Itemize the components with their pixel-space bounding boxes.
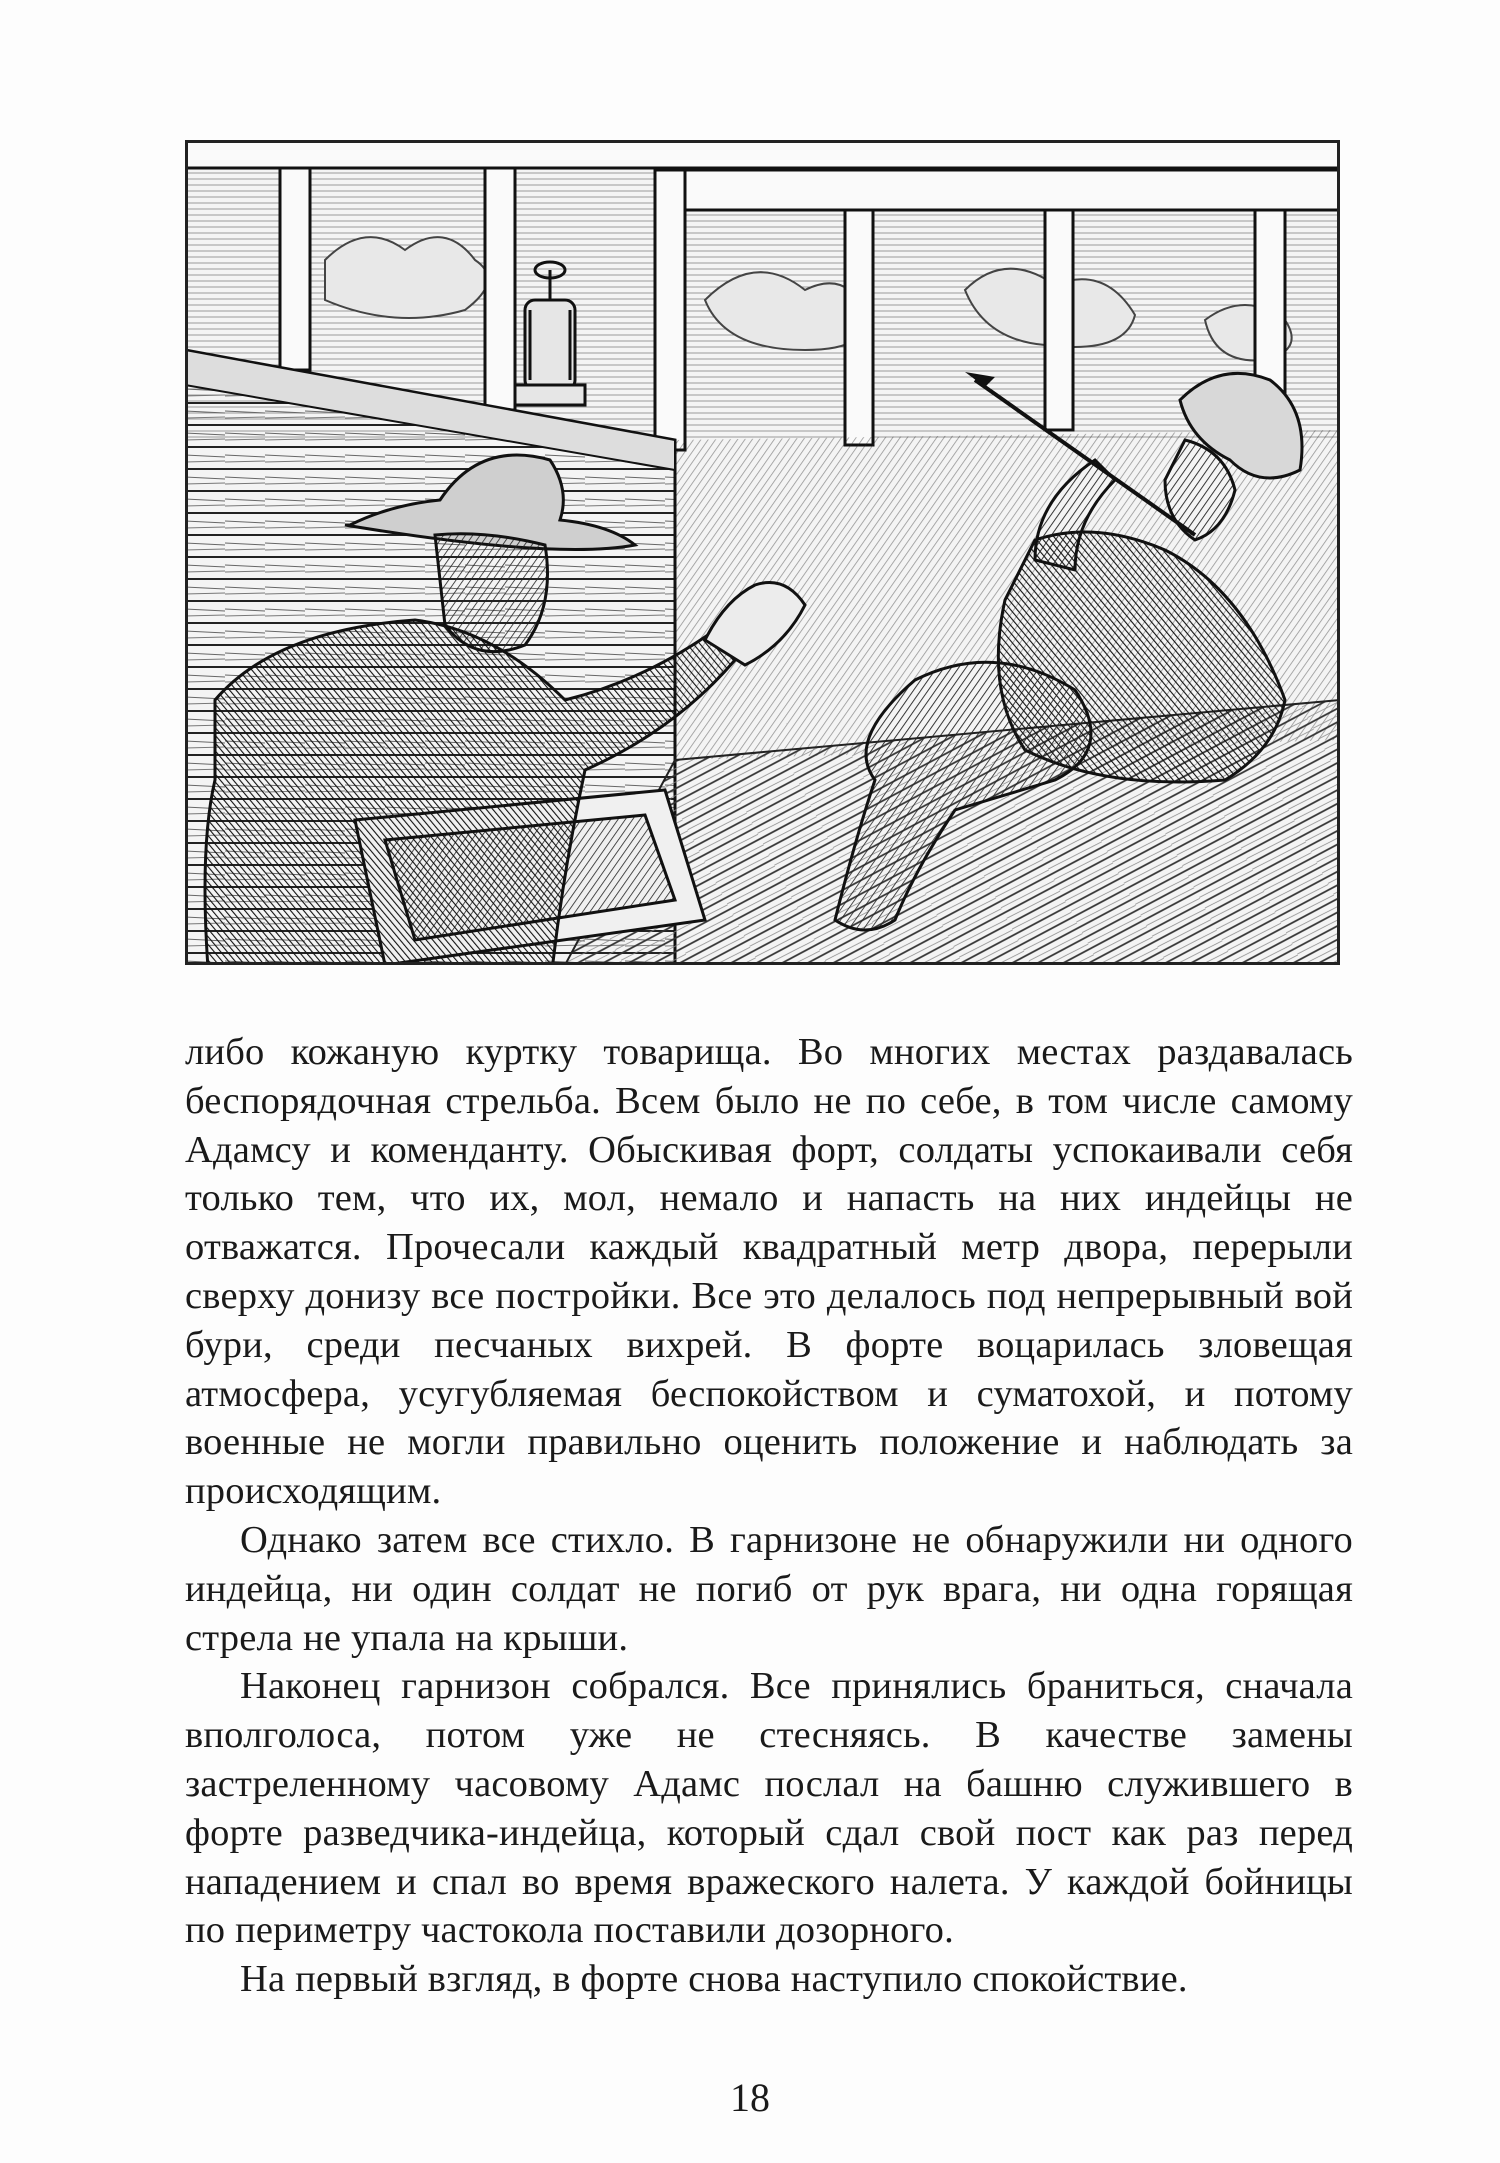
page-number: 18 [730,2075,770,2120]
paragraph-3: Наконец гарнизон собрался. Все принялись браниться, сначала вполголоса, потом уже не стесняясь. В качестве замены застреленному часовому Адамс послал на башню служившего в форте разведчика-индейца, который сдал свой пост как раз перед нападением и спал во время вражеского налета. У каждой бойницы по периметру частокола поставили дозорного. [185,1665,1353,1952]
illustration-svg [185,140,1340,965]
body-text [185,1028,1353,2004]
paragraph-1: либо кожаную куртку товарища. Во многих местах раздавалась беспорядочная стрельба. Всем было не по себе, в том числе самому Адамсу и коменданту. Обыскивая форт, солдаты успокаивали себя только тем, что их, мол, немало и напасть на них индейцы не отважатся. Прочесали каждый квадратный метр двора, перерыли сверху донизу все постройки. Все это делалось под непрерывный вой бури, среди песчаных вихрей. В форте воцарилась зловещая атмосфера, усугубляемая беспокойством и суматохой, и потому военные не могли правильно оценить положение и наблюдать за происходящим. [185,1031,1353,1513]
engraving-illustration [185,140,1340,965]
paragraph-4: На первый взгляд, в форте снова наступило спокойствие. [240,1958,1188,2001]
paragraph-2: Однако затем все стихло. В гарнизоне не обнаружили ни одного индейца, ни один солдат не погиб от рук врага, ни одна горящая стрела не упала на крыши. [185,1518,1353,1659]
